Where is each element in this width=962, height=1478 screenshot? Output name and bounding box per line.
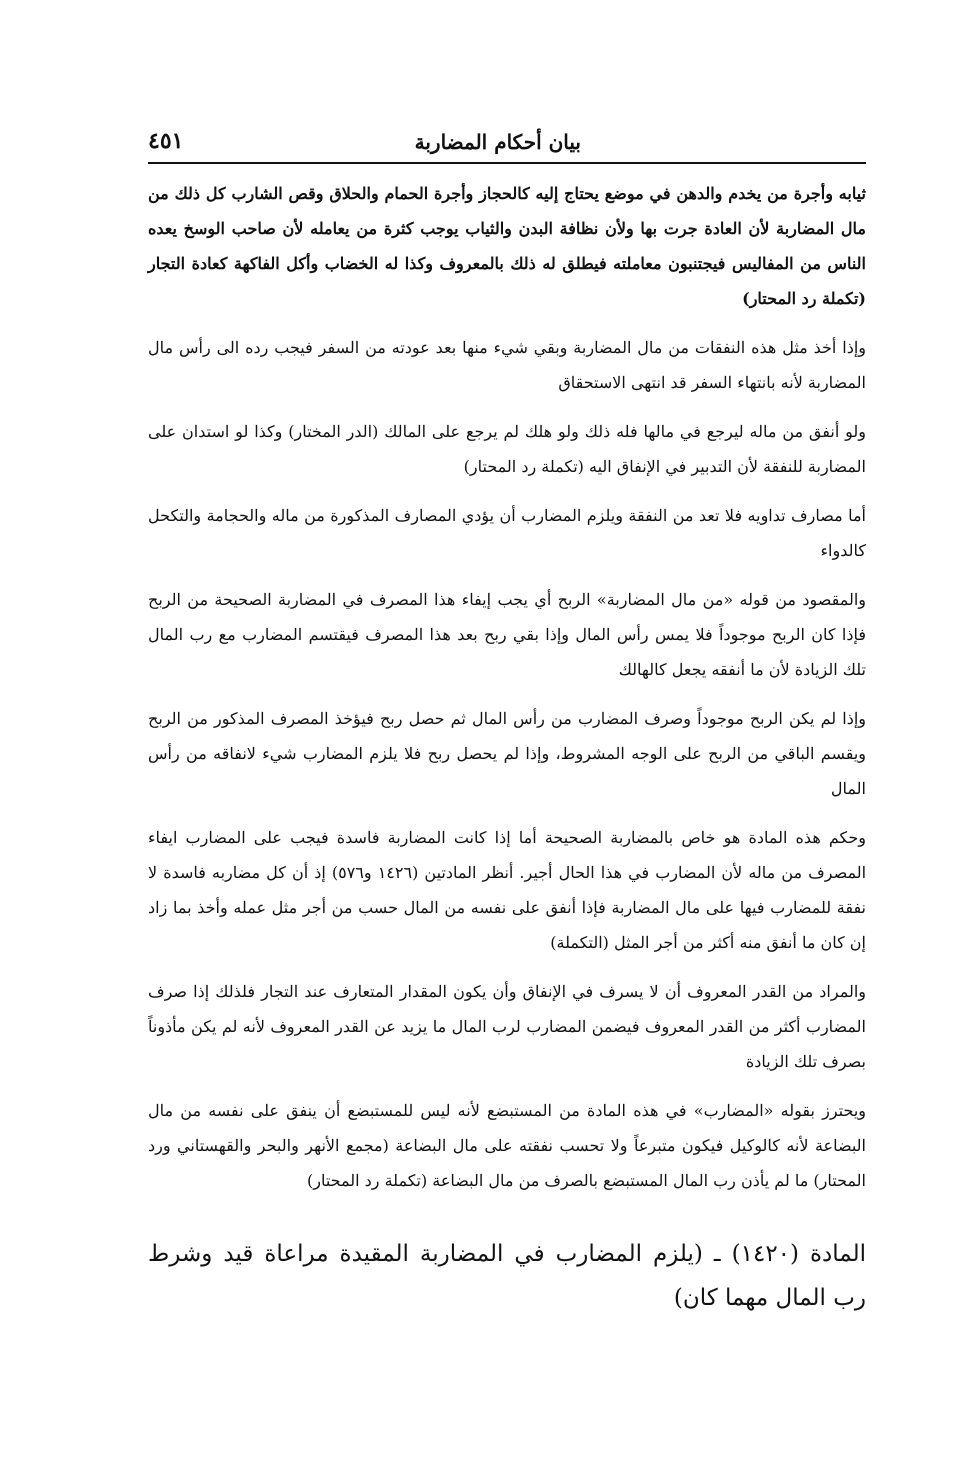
paragraph: وإذا أخذ مثل هذه النفقات من مال المضاربة وبقي شيء منها بعد عودته من السفر فيجب رده الى رأس مال المضاربة لأنه بانتهاء السفر قد انتهى الاستحقاق [148, 338, 866, 392]
book-page [148, 122, 866, 1320]
paragraph: ويحترز بقوله «المضارب» في هذه المادة من المستبضع لأنه ليس للمستبضع أن ينفق على نفسه من مال البضاعة لأنه كالوكيل فيكون متبرعاً ولا تحسب نفقته على مال البضاعة (مجمع الأنهر والبحر والقهستاني ورد المحتار) ما لم يأذن رب المال المستبضع بالصرف من مال البضاعة (تكملة رد المحتار) [148, 1101, 866, 1190]
page-body [148, 176, 866, 1320]
paragraph: وحكم هذه المادة هو خاص بالمضاربة الصحيحة أما إذا كانت المضاربة فاسدة فيجب على المضارب ايفاء المصرف من ماله لأن المضارب في هذا الحال أجير. أنظر المادتين (١٤٢٦ و٥٧٦) إذ أن كل مضاربه فاسدة لا نفقة للمضارب فيها على مال المضاربة فإذا أنفق على نفسه من المال حسب من أجر مثل عمله وأخذ بما زاد إن كان ما أنفق منه أكثر من أجر المثل (التكملة) [148, 828, 867, 952]
page-header [148, 122, 866, 164]
paragraph: أما مصارف تداويه فلا تعد من النفقة ويلزم المضارب أن يؤدي المصارف المذكورة من ماله والحجامة والتكحل كالدواء [148, 506, 866, 560]
article-heading: المادة (١٤٢٠) ـ (يلزم المضارب في المضاربة المقيدة مراعاة قيد وشرط رب المال مهما كان) [148, 1241, 866, 1311]
page-number: ٤٥١ [148, 128, 184, 154]
paragraph: ثيابه وأجرة من يخدم والدهن في موضع يحتاج إليه كالحجاز وأجرة الحمام والحلاق وقص الشارب كل ذلك من مال المضاربة لأن العادة جرت بها ولأن نظافة البدن والثياب يوجب كثرة من يعامله لأن صاحب الوسخ يعده الناس من المفاليس فيجتنبون معاملته فيطلق له ذلك بالمعروف وكذا له الخضاب وأكل الفاكهة كعادة التجار (تكملة رد المحتار) [148, 184, 866, 308]
paragraph: والمقصود من قوله «من مال المضاربة» الربح أي يجب إيفاء هذا المصرف في المضاربة الصحيحة من الربح فإذا كان الربح موجوداً فلا يمس رأس المال وإذا بقي ربح بعد هذا المصرف فيقتسم المضارب مع رب المال تلك الزيادة لأن ما أنفقه يجعل كالهالك [148, 590, 866, 679]
paragraph: والمراد من القدر المعروف أن لا يسرف في الإنفاق وأن يكون المقدار المتعارف عند التجار فلذلك إذا صرف المضارب أكثر من القدر المعروف فيضمن المضارب لرب المال ما يزيد عن القدر المعروف لأنه لم يكن مأذوناً بصرف تلك الزيادة [148, 982, 867, 1071]
paragraph: ولو أنفق من ماله ليرجع في مالها فله ذلك ولو هلك لم يرجع على المالك (الدر المختار) وكذا لو استدان على المضاربة للنفقة لأن التدبير في الإنفاق اليه (تكملة رد المحتار) [148, 422, 866, 476]
running-title: بيان أحكام المضاربة [414, 130, 581, 154]
paragraph: وإذا لم يكن الربح موجوداً وصرف المضارب من رأس المال ثم حصل ربح فيؤخذ المصرف المذكور من الربح ويقسم الباقي من الربح على الوجه المشروط، وإذا لم يحصل ربح فلا يلزم المضارب شيء لانفاقه من رأس المال [148, 709, 867, 798]
